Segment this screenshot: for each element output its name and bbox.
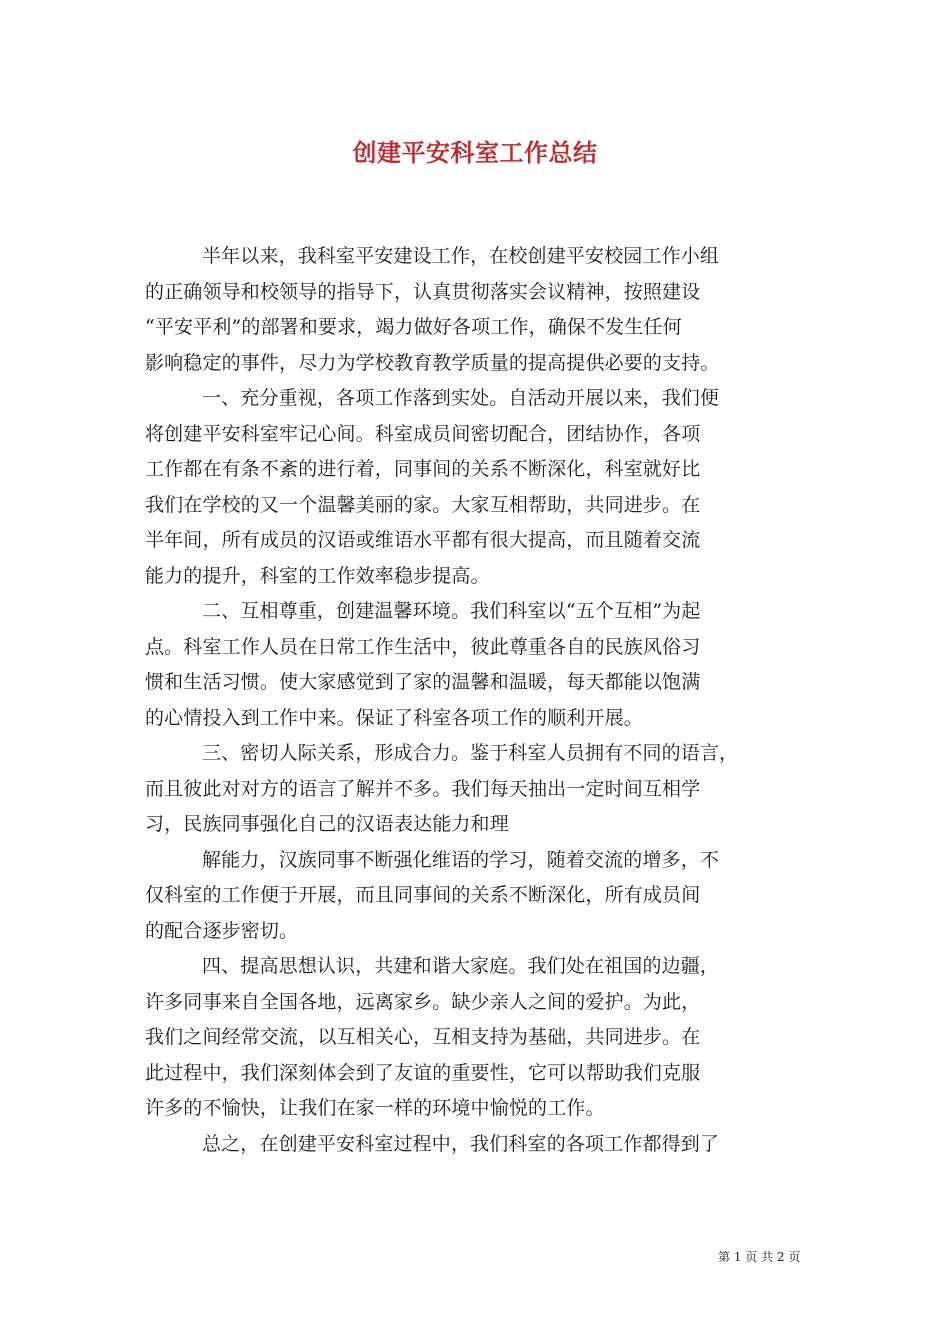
document-body: [145, 239, 809, 1162]
text-line: 工作都在有条不紊的进行着，同事间的关系不断深化，科室就好比: [145, 458, 701, 480]
text-line: 我们在学校的又一个温馨美丽的家。大家互相帮助，共同进步。在: [145, 493, 701, 516]
text-line: 仅科室的工作便于开展，而且同事间的关系不断深化，所有成员间: [145, 884, 701, 906]
text-line: 一、充分重视，各项工作落到实处。自活动开展以来，我们便: [202, 387, 720, 409]
text-line: 影响稳定的事件，尽力为学校教育教学质量的提高提供必要的支持。: [145, 351, 720, 374]
text-line: 许多的不愉快，让我们在家一样的环境中愉悦的工作。: [145, 1097, 605, 1119]
text-line: 半年以来，我科室平安建设工作，在校创建平安校园工作小组: [202, 245, 720, 267]
text-line: 此过程中，我们深刻体会到了友谊的重要性，它可以帮助我们克服: [145, 1061, 701, 1084]
text-line: 二、互相尊重，创建温馨环境。我们科室以“五个互相”为起: [202, 600, 701, 622]
text-line: “平安平利”的部署和要求，竭力做好各项工作，确保不发生任何: [145, 316, 682, 338]
text-line: 点。科室工作人员在日常工作生活中，彼此尊重各自的民族风俗习: [145, 635, 701, 658]
text-line: 习，民族同事强化自己的汉语表达能力和理: [145, 813, 509, 835]
text-line: 的正确领导和校领导的指导下，认真贯彻落实会议精神，按照建设: [145, 280, 701, 303]
text-line: 半年间，所有成员的汉语或维语水平都有很大提高，而且随着交流: [145, 529, 701, 551]
text-line: 将创建平安科室牢记心间。科室成员间密切配合，团结协作，各项: [145, 422, 701, 445]
text-line: 惯和生活习惯。使大家感觉到了家的温馨和温暖，每天都能以饱满: [145, 671, 701, 693]
text-line: 四、提高思想认识，共建和谐大家庭。我们处在祖国的边疆，: [202, 955, 720, 977]
text-line: 能力的提升，科室的工作效率稳步提高。: [145, 564, 490, 587]
text-line: 三、密切人际关系，形成合力。鉴于科室人员拥有不同的语言，: [202, 742, 739, 764]
text-line: 而且彼此对对方的语言了解并不多。我们每天抽出一定时间互相学: [145, 777, 701, 800]
page-number-footer: 第 1 页 共 2 页: [718, 1250, 801, 1264]
text-line: 的配合逐步密切。: [145, 919, 299, 942]
text-line: 总之，在创建平安科室过程中，我们科室的各项工作都得到了: [202, 1132, 720, 1155]
text-line: 解能力，汉族同事不断强化维语的学习，随着交流的增多，不: [202, 848, 720, 871]
text-line: 的心情投入到工作中来。保证了科室各项工作的顺利开展。: [145, 706, 643, 729]
text-line: 许多同事来自全国各地，远离家乡。缺少亲人之间的爱护。为此，: [145, 990, 701, 1013]
text-line: 我们之间经常交流，以互相关心，互相支持为基础，共同进步。在: [145, 1026, 701, 1048]
document-title: 创建平安科室工作总结: [352, 138, 598, 167]
